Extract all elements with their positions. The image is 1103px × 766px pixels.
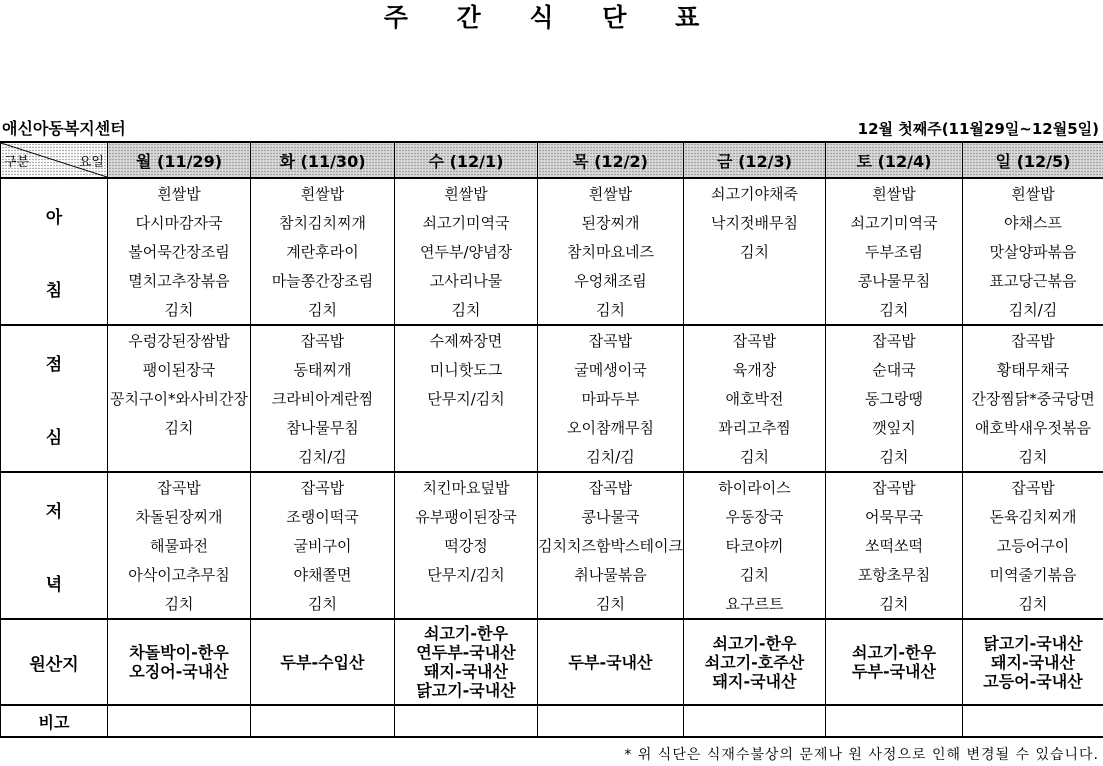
menu-item: 포항초무침: [826, 560, 963, 589]
menu-item: 잡곡밥: [538, 472, 684, 502]
menu-item: 마파두부: [538, 384, 684, 413]
origin-line: 두부-국내산: [568, 652, 653, 672]
menu-item: 수제짜장면: [395, 325, 538, 355]
day-header: 토 (12/4): [826, 142, 963, 178]
menu-item: 야채쫄면: [251, 560, 395, 589]
menu-item: 계란후라이: [251, 237, 395, 266]
menu-item: 꽁치구이*와사비간장: [108, 384, 251, 413]
meal-label-top: 저: [45, 501, 63, 522]
menu-item: 김치: [826, 295, 963, 325]
meal-row: [1, 502, 1103, 531]
origin-line: 쇠고기-한우: [712, 633, 797, 653]
origin-line: 돼지-국내산: [424, 662, 508, 681]
menu-item: [684, 295, 826, 325]
meal-row: [1, 266, 1103, 295]
menu-item: 조랭이떡국: [251, 502, 395, 531]
meal-row: [1, 208, 1103, 237]
menu-item: 오이참깨무침: [538, 413, 684, 442]
meal-label-bottom: 침: [45, 280, 63, 301]
menu-item: 김치: [251, 589, 395, 619]
menu-item: 두부조림: [826, 237, 963, 266]
menu-item: 참치마요네즈: [538, 237, 684, 266]
meal-row: [1, 589, 1103, 619]
origin-cell: [826, 619, 963, 705]
meal-row: [1, 442, 1103, 472]
meal-label-top: 점: [45, 354, 63, 375]
menu-item: [108, 442, 251, 472]
menu-item: 돈육김치찌개: [963, 502, 1103, 531]
menu-item: 치킨마요덮밥: [395, 472, 538, 502]
menu-item: 우렁강된장쌈밥: [108, 325, 251, 355]
menu-item: 취나물볶음: [538, 560, 684, 589]
meal-label-top: 아: [45, 207, 63, 228]
meal-row: [1, 472, 1103, 502]
menu-item: 동그랑땡: [826, 384, 963, 413]
origin-line: 닭고기-국내산: [983, 633, 1083, 653]
menu-item: 떡강정: [395, 531, 538, 560]
menu-item: 요구르트: [684, 589, 826, 619]
day-header: 월 (11/29): [108, 142, 251, 178]
origin-line: 오징어-국내산: [129, 662, 229, 681]
menu-item: 잡곡밥: [826, 472, 963, 502]
origin-cell: [963, 619, 1103, 705]
origin-line: 차돌박이-한우: [129, 643, 229, 662]
menu-item: 순대국: [826, 355, 963, 384]
note-row: [1, 705, 1103, 737]
meal-row: [1, 560, 1103, 589]
origin-line: 두부-국내산: [852, 662, 936, 681]
origin-cell: [108, 619, 251, 705]
menu-item: 흰쌀밥: [963, 178, 1103, 208]
weekly-menu-table: [0, 141, 1103, 738]
menu-item: 김치: [826, 589, 963, 619]
menu-item: 김치: [963, 589, 1103, 619]
origin-line: 돼지-국내산: [712, 671, 797, 691]
menu-item: 맛살양파볶음: [963, 237, 1103, 266]
note-cell: [108, 705, 251, 737]
menu-item: 흰쌀밥: [538, 178, 684, 208]
menu-item: 꽈리고추찜: [684, 413, 826, 442]
day-header: 금 (12/3): [684, 142, 826, 178]
menu-item: 볼어묵간장조림: [108, 237, 251, 266]
menu-item: 멸치고추장볶음: [108, 266, 251, 295]
menu-item: 낙지젓배무침: [684, 208, 826, 237]
menu-item: 된장찌개: [538, 208, 684, 237]
menu-item: 어묵무국: [826, 502, 963, 531]
menu-item: 김치: [684, 237, 826, 266]
note-cell: [395, 705, 538, 737]
header-row: [1, 142, 1103, 178]
origin-cell: [684, 619, 826, 705]
origin-line: 쇠고기-한우: [424, 624, 508, 643]
day-header: 목 (12/2): [538, 142, 684, 178]
menu-item: 잡곡밥: [251, 472, 395, 502]
note-cell: [684, 705, 826, 737]
menu-item: 황태무채국: [963, 355, 1103, 384]
menu-item: 연두부/양념장: [395, 237, 538, 266]
menu-item: 타코야끼: [684, 531, 826, 560]
menu-item: 애호박전: [684, 384, 826, 413]
week-range: 12월 첫째주(11월29일~12월5일): [857, 120, 1099, 138]
note-cell: [251, 705, 395, 737]
meal-row: [1, 384, 1103, 413]
footnote: * 위 식단은 식재수불상의 문제나 원 사정으로 인해 변경될 수 있습니다.: [624, 747, 1099, 763]
menu-item: 굴비구이: [251, 531, 395, 560]
meal-row: [1, 355, 1103, 384]
day-header: 수 (12/1): [395, 142, 538, 178]
menu-item: 참치김치찌개: [251, 208, 395, 237]
menu-item: 우동장국: [684, 502, 826, 531]
menu-item: 김치: [251, 295, 395, 325]
origin-cell: [538, 619, 684, 705]
menu-item: 김치/김: [963, 295, 1103, 325]
menu-item: 김치: [538, 295, 684, 325]
meal-row: [1, 325, 1103, 355]
menu-item: 다시마감자국: [108, 208, 251, 237]
origin-line: 쇠고기-한우: [852, 643, 936, 662]
header-corner: [1, 142, 108, 178]
menu-item: 고사리나물: [395, 266, 538, 295]
origin-line: 연두부-국내산: [416, 643, 516, 662]
menu-item: 고등어구이: [963, 531, 1103, 560]
menu-item: 동태찌개: [251, 355, 395, 384]
menu-item: 김치: [826, 442, 963, 472]
note-cell: [538, 705, 684, 737]
menu-item: 잡곡밥: [963, 472, 1103, 502]
menu-item: 단무지/김치: [395, 384, 538, 413]
menu-item: 김치: [538, 589, 684, 619]
menu-item: 미니핫도그: [395, 355, 538, 384]
meal-label: [1, 178, 108, 325]
menu-item: 잡곡밥: [108, 472, 251, 502]
menu-item: 김치/김: [538, 442, 684, 472]
menu-item: 김치: [963, 442, 1103, 472]
meal-label: [1, 325, 108, 472]
origin-cell: [395, 619, 538, 705]
meal-label-bottom: 심: [45, 427, 63, 448]
menu-item: 우엉채조림: [538, 266, 684, 295]
menu-item: 잡곡밥: [684, 325, 826, 355]
menu-item: 김치: [108, 589, 251, 619]
note-label: 비고: [1, 705, 108, 737]
menu-item: 콩나물국: [538, 502, 684, 531]
menu-item: 쇠고기야채죽: [684, 178, 826, 208]
meal-row: [1, 531, 1103, 560]
menu-item: 육개장: [684, 355, 826, 384]
menu-item: 팽이된장국: [108, 355, 251, 384]
menu-item: 간장찜닭*중국당면: [963, 384, 1103, 413]
meal-row: [1, 237, 1103, 266]
menu-item: 야채스프: [963, 208, 1103, 237]
menu-item: 흰쌀밥: [826, 178, 963, 208]
menu-item: 쇠고기미역국: [826, 208, 963, 237]
menu-item: 미역줄기볶음: [963, 560, 1103, 589]
header-yoil-label: 요일: [78, 155, 104, 170]
menu-item: 잡곡밥: [251, 325, 395, 355]
meal-row: [1, 178, 1103, 208]
meal-label: [1, 472, 108, 619]
origin-cell: [251, 619, 395, 705]
day-header: 일 (12/5): [963, 142, 1103, 178]
menu-item: 쇠고기미역국: [395, 208, 538, 237]
meal-label-bottom: 녁: [45, 574, 63, 595]
menu-item: [684, 266, 826, 295]
note-cell: [826, 705, 963, 737]
menu-item: 참나물무침: [251, 413, 395, 442]
origin-line: 두부-수입산: [280, 652, 365, 672]
menu-item: 아삭이고추무침: [108, 560, 251, 589]
menu-item: 해물파전: [108, 531, 251, 560]
menu-item: 깻잎지: [826, 413, 963, 442]
menu-item: 김치: [684, 560, 826, 589]
menu-item: 흰쌀밥: [251, 178, 395, 208]
menu-item: 잡곡밥: [826, 325, 963, 355]
menu-item: 김치: [395, 295, 538, 325]
menu-item: 흰쌀밥: [108, 178, 251, 208]
menu-item: 잡곡밥: [538, 325, 684, 355]
origin-line: 쇠고기-호주산: [704, 652, 805, 672]
menu-item: 단무지/김치: [395, 560, 538, 589]
menu-item: 흰쌀밥: [395, 178, 538, 208]
menu-item: 차돌된장찌개: [108, 502, 251, 531]
organization-name: 애신아동복지센터: [2, 119, 126, 138]
menu-item: 굴메생이국: [538, 355, 684, 384]
menu-item: 표고당근볶음: [963, 266, 1103, 295]
menu-item: 크라비아계란찜: [251, 384, 395, 413]
menu-item: 콩나물무침: [826, 266, 963, 295]
origin-line: 닭고기-국내산: [416, 681, 516, 700]
menu-item: [395, 442, 538, 472]
menu-item: 애호박새우젓볶음: [963, 413, 1103, 442]
menu-item: 김치: [108, 295, 251, 325]
header-gubun-label: 구분: [4, 155, 30, 170]
page-title: 주 간 식 단 표: [383, 3, 720, 32]
origin-label: 원산지: [1, 619, 108, 705]
menu-item: 김치/김: [251, 442, 395, 472]
menu-item: 김치: [108, 413, 251, 442]
menu-item: 마늘쫑간장조림: [251, 266, 395, 295]
meal-row: [1, 295, 1103, 325]
menu-item: 김치: [684, 442, 826, 472]
menu-item: [395, 413, 538, 442]
menu-item: 쏘떡쏘떡: [826, 531, 963, 560]
meal-row: [1, 413, 1103, 442]
origin-line: 돼지-국내산: [991, 652, 1075, 672]
menu-item: 김치치즈함박스테이크: [538, 531, 684, 560]
origin-row: [1, 619, 1103, 705]
menu-item: 유부팽이된장국: [395, 502, 538, 531]
note-cell: [963, 705, 1103, 737]
menu-item: 잡곡밥: [963, 325, 1103, 355]
menu-item: 하이라이스: [684, 472, 826, 502]
origin-line: 고등어-국내산: [983, 671, 1083, 691]
menu-item: [395, 589, 538, 619]
day-header: 화 (11/30): [251, 142, 395, 178]
